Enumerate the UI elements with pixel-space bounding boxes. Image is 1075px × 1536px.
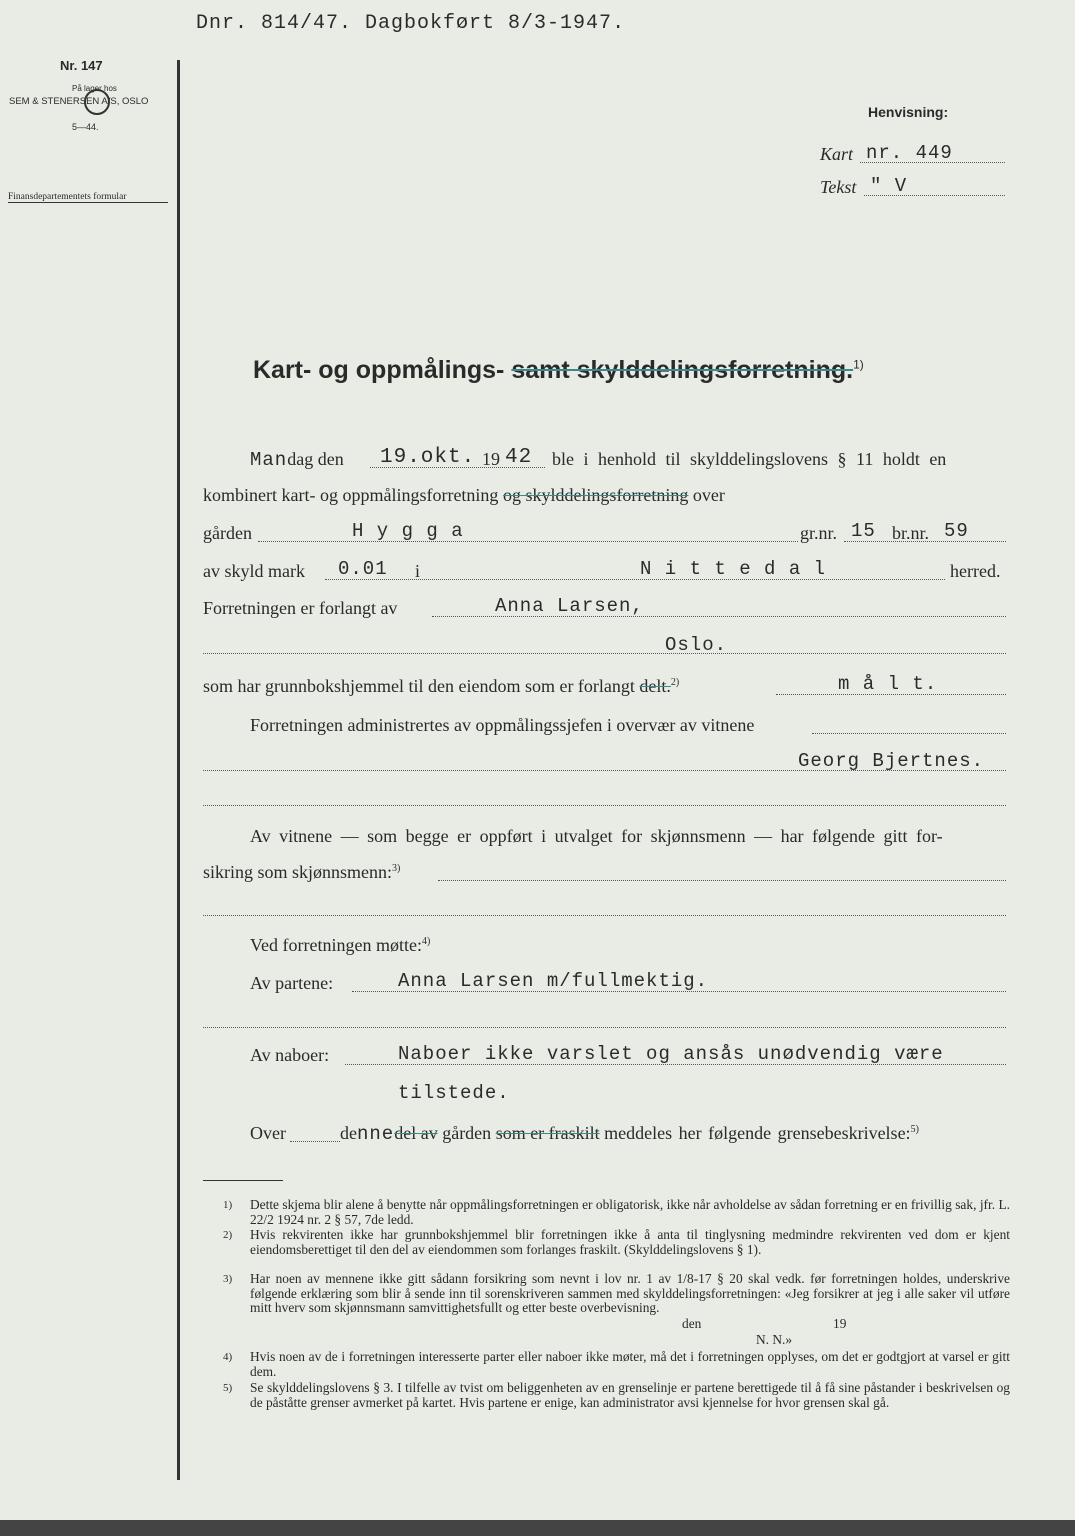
margin-divider: [177, 60, 180, 1480]
form-line-12: Ved forretningen møtte:$^{4)}$: [250, 935, 431, 955]
form-line-10: Av vitnene — som begge er oppført i utvalget for skjønnsmenn — har følgende gitt for-: [250, 826, 943, 846]
form-line-7: som har grunnbokshjemmel til den eiendom som er forlangt delt.$^{2)}$: [203, 676, 680, 696]
form-number: Nr. 147: [60, 58, 103, 73]
footnote-2: 2) Hvis rekvirenten ikke har grunnbokshjemmel blir forretningen ikke å anta til tinglysning medmindre rekvirenten ved dom er kjent eiendomsberettiget til den del av eiendommen som forlanges fraskilt. (Skylddelingslovens § 1).: [223, 1227, 1010, 1257]
farm-value: H y g g a: [352, 520, 464, 542]
tekst-label: Tekst: [820, 177, 857, 197]
requester-value: Anna Larsen,: [495, 595, 644, 617]
gnr-value: 15: [851, 520, 876, 542]
century-label: 19: [482, 449, 500, 469]
bnr-value: 59: [944, 520, 969, 542]
publisher-name: SEM & STENERSEN A/S, OSLO: [9, 96, 149, 107]
footnote-3-den: den: [682, 1316, 702, 1331]
publisher-logo-icon: [84, 89, 110, 115]
skyld-label: av skyld mark: [203, 561, 305, 581]
kart-label: Kart: [820, 144, 854, 164]
footnote-divider: [203, 1180, 283, 1181]
form-owner: Finansdepartementets formular: [8, 192, 168, 203]
footnote-4: 4) Hvis noen av de i forretningen interesserte parter eller naboer ikke møter, må det i forretningen opplyses, om det er godtgjort at varsel er gitt dem.: [223, 1349, 1010, 1379]
witness-value: Georg Bjertnes.: [798, 750, 985, 772]
registry-stamp: Dnr. 814/47. Dagbokført 8/3-1947.: [196, 12, 626, 35]
form-line-2: kombinert kart- og oppmålingsforretning og skylddelingsforretning over: [203, 485, 725, 505]
scan-edge: [0, 1520, 1075, 1536]
in-label: i: [415, 561, 421, 581]
herred-label: herred.: [950, 561, 1001, 581]
kart-value: nr. 449: [866, 142, 953, 164]
form-line-1: Mandag den: [250, 449, 344, 471]
requester-city: Oslo.: [665, 634, 728, 656]
form-line-11: sikring som skjønnsmenn:$^{3)}$: [203, 862, 401, 882]
neighbours-value: Naboer ikke varslet og ansås unødvendig være: [398, 1043, 944, 1065]
year-value: 42: [505, 446, 533, 469]
bnr-label: br.nr.: [892, 523, 930, 543]
requester-label: Forretningen er forlangt av: [203, 598, 398, 618]
skyld-value: 0.01: [338, 558, 388, 580]
edition: 5—44.: [72, 122, 99, 132]
footnote-1: 1) Dette skjema blir alene å benytte når oppmålingsforretningen er obligatorisk, ikke når avholdelse av sådan forretning er en frivillig sak, jfr. L. 22/2 1924 nr. 2 § 57, 7de ledd.: [223, 1197, 1010, 1227]
farm-label: gården: [203, 523, 252, 543]
over-label: Over: [250, 1123, 286, 1143]
neighbours-label: Av naboer:: [250, 1045, 330, 1065]
action-value: m å l t.: [838, 673, 938, 695]
footnote-3-signature: N. N.»: [756, 1332, 793, 1347]
form-line-8: Forretningen administrertes av oppmålingssjefen i overvær av vitnene: [250, 715, 755, 735]
parties-label: Av partene:: [250, 973, 334, 993]
document-title: Kart- og oppmålings- samt skylddelingsforretning.$^{1)}$: [253, 356, 864, 384]
reference-label: Henvisning:: [868, 104, 949, 120]
publisher-line: På lager hos: [72, 84, 117, 93]
footnote-5: 5) Se skylddelingslovens § 3. I tilfelle av tvist om beliggenheten av en grenselinje er partene berettigede til å få sine påstander i beskrivelsen og de påståtte grenser avmerket på kartet. Hvis partene er enige, kan administrator avsi kjennelse for hvor grensen skal gå.: [223, 1380, 1010, 1410]
form-text: ble i henhold til skylddelingslovens § 11 holdt en: [552, 449, 947, 469]
footnote-3: 3) Har noen av mennene ikke gitt sådann forsikring som nevnt i lov nr. 1 av 1/8-17 § 20 skal vedk. før forretningen holdes, underskrive følgende erklæring som blir å sende inn til sorenskriveren sammen med skylddelingsforretningen: «Jeg forsikrer at jeg i alle saker vil utføre mitt hverv som skjønnsmann samvittighetsfullt og etter beste overbevisning.: [223, 1271, 1010, 1315]
footnote-3-year: 19: [833, 1316, 847, 1331]
municipality-value: N i t t e d a l: [640, 558, 827, 580]
neighbours-value-cont: tilstede.: [398, 1082, 510, 1104]
gnr-label: gr.nr.: [800, 523, 838, 543]
parties-value: Anna Larsen m/fullmektig.: [398, 970, 709, 992]
form-line-15: dennedel av gården som er fraskilt meddeles her følgende grensebeskrivelse:$^{5)}$: [340, 1123, 919, 1145]
date-value: 19.okt.: [380, 446, 476, 469]
tekst-value: " V: [870, 175, 908, 197]
